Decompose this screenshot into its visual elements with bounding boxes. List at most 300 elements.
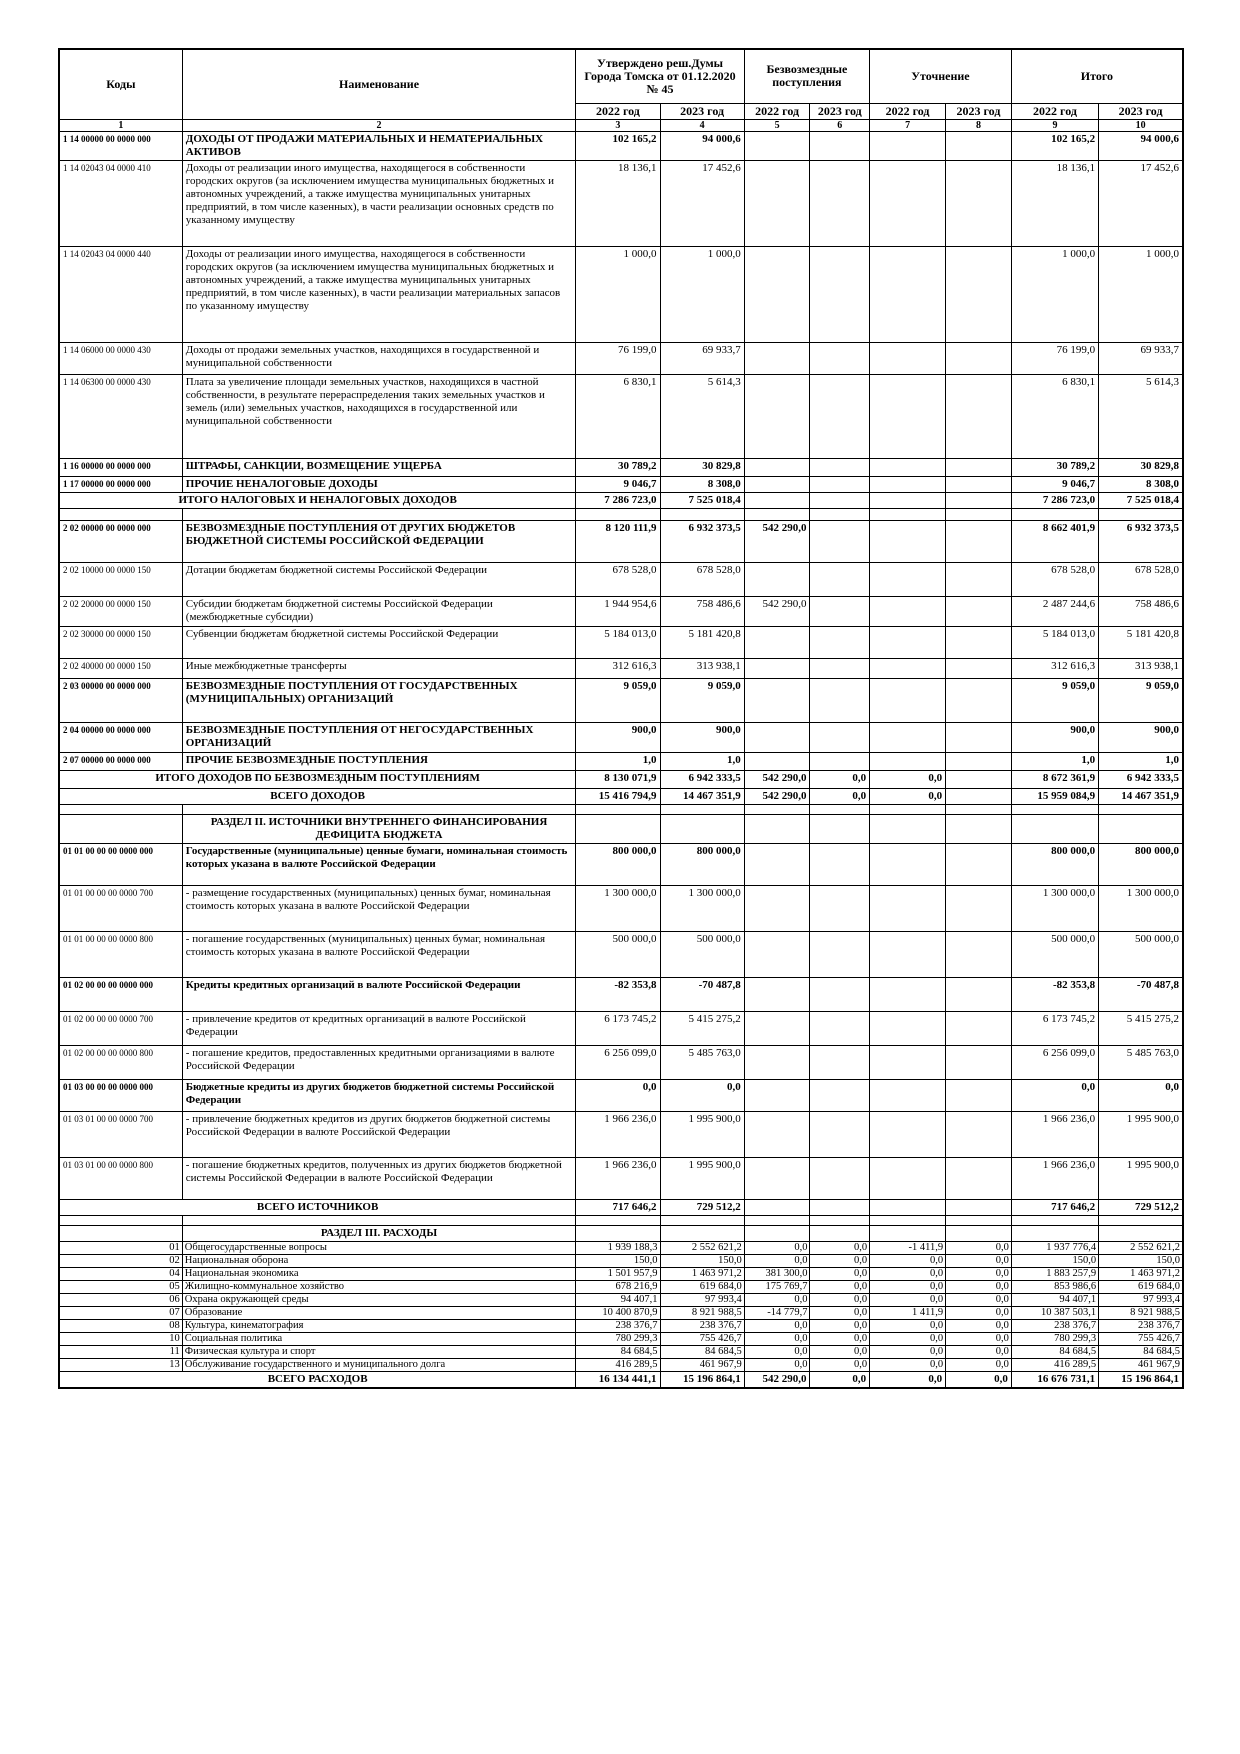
value-cell: 1 000,0 <box>1099 246 1183 342</box>
header-name: Наименование <box>182 49 575 119</box>
table-body <box>59 131 1183 1388</box>
value-cell <box>810 131 870 160</box>
value-cell: 500 000,0 <box>1011 931 1098 977</box>
empty-cell <box>810 1215 870 1225</box>
value-cell <box>744 562 810 596</box>
table-row <box>59 885 1183 931</box>
value-cell: 1 463 971,2 <box>660 1267 744 1280</box>
item-name: - погашение бюджетных кредитов, полученных из других бюджетов бюджетной системы Российской Федерации в валюте Российской Федерации <box>182 1157 575 1199</box>
empty-cell <box>182 1215 575 1225</box>
section-title: РАЗДЕЛ II. ИСТОЧНИКИ ВНУТРЕННЕГО ФИНАНСИРОВАНИЯ ДЕФИЦИТА БЮДЖЕТА <box>182 814 575 843</box>
value-cell <box>946 342 1012 374</box>
value-cell: 0,0 <box>810 1371 870 1388</box>
budget-code: 08 <box>59 1319 182 1332</box>
table-row <box>59 977 1183 1011</box>
empty-cell <box>744 1225 810 1241</box>
item-name: Обслуживание государственного и муниципального долга <box>182 1358 575 1371</box>
budget-code: 2 02 00000 00 0000 000 <box>59 520 182 562</box>
empty-cell <box>1099 508 1183 520</box>
column-number: 7 <box>870 119 946 131</box>
value-cell: 312 616,3 <box>1011 658 1098 678</box>
value-cell <box>744 374 810 458</box>
budget-code: 01 01 00 00 00 0000 800 <box>59 931 182 977</box>
value-cell <box>870 246 946 342</box>
table-row <box>59 626 1183 658</box>
value-cell: 15 416 794,9 <box>576 788 660 804</box>
value-cell: 758 486,6 <box>1099 596 1183 626</box>
column-number: 9 <box>1011 119 1098 131</box>
value-cell: 6 942 333,5 <box>1099 770 1183 788</box>
item-name: Доходы от реализации иного имущества, находящегося в собственности городских округов (за исключением имущества муниципальных бюджетных и автономных учреждений, а также имущества муниципальных унитарных предприятий, в том числе казенных), в части реализации материальных запасов по указанному имуществу <box>182 246 575 342</box>
value-cell: 5 614,3 <box>1099 374 1183 458</box>
item-name: Государственные (муниципальные) ценные бумаги, номинальная стоимость которых указана в валюте Российской Федерации <box>182 843 575 885</box>
value-cell: 0,0 <box>744 1319 810 1332</box>
value-cell: 5 415 275,2 <box>660 1011 744 1045</box>
budget-code: 05 <box>59 1280 182 1293</box>
value-cell: 10 387 503,1 <box>1011 1306 1098 1319</box>
value-cell <box>946 843 1012 885</box>
value-cell: 150,0 <box>1099 1254 1183 1267</box>
value-cell: 5 181 420,8 <box>1099 626 1183 658</box>
budget-code: 02 <box>59 1254 182 1267</box>
value-cell <box>810 520 870 562</box>
table-row <box>59 770 1183 788</box>
value-cell: 542 290,0 <box>744 596 810 626</box>
value-cell: 0,0 <box>1099 1079 1183 1111</box>
value-cell: 8 120 111,9 <box>576 520 660 562</box>
column-number: 5 <box>744 119 810 131</box>
value-cell: 76 199,0 <box>1011 342 1098 374</box>
value-cell: 0,0 <box>870 1345 946 1358</box>
value-cell: 16 134 441,1 <box>576 1371 660 1388</box>
empty-cell <box>1011 1215 1098 1225</box>
empty-cell <box>946 804 1012 814</box>
value-cell: 0,0 <box>946 1254 1012 1267</box>
value-cell <box>810 342 870 374</box>
value-cell <box>810 722 870 752</box>
value-cell: 9 059,0 <box>1099 678 1183 722</box>
total-label: ВСЕГО ДОХОДОВ <box>59 788 576 804</box>
value-cell <box>870 492 946 508</box>
value-cell: 0,0 <box>810 1332 870 1345</box>
value-cell <box>946 678 1012 722</box>
value-cell <box>946 374 1012 458</box>
header-year-2023: 2023 год <box>810 103 870 119</box>
empty-cell <box>870 508 946 520</box>
value-cell <box>946 246 1012 342</box>
empty-cell <box>59 814 182 843</box>
value-cell: 10 400 870,9 <box>576 1306 660 1319</box>
empty-cell <box>744 508 810 520</box>
item-name: Жилищно-коммунальное хозяйство <box>182 1280 575 1293</box>
item-name: Национальная экономика <box>182 1267 575 1280</box>
table-row <box>59 1254 1183 1267</box>
value-cell <box>744 752 810 770</box>
value-cell: 2 487 244,6 <box>1011 596 1098 626</box>
value-cell: 15 959 084,9 <box>1011 788 1098 804</box>
value-cell: 5 184 013,0 <box>1011 626 1098 658</box>
value-cell: 8 308,0 <box>1099 476 1183 492</box>
table-row <box>59 814 1183 843</box>
header-year-2022: 2022 год <box>1011 103 1098 119</box>
empty-cell <box>660 508 744 520</box>
value-cell <box>870 1011 946 1045</box>
value-cell: 717 646,2 <box>576 1199 660 1215</box>
value-cell: 0,0 <box>870 1280 946 1293</box>
value-cell: 2 552 621,2 <box>1099 1241 1183 1254</box>
value-cell: 853 986,6 <box>1011 1280 1098 1293</box>
budget-code: 1 14 06000 00 0000 430 <box>59 342 182 374</box>
budget-code: 2 03 00000 00 0000 000 <box>59 678 182 722</box>
column-number: 3 <box>576 119 660 131</box>
value-cell: 1 966 236,0 <box>1011 1111 1098 1157</box>
table-row <box>59 160 1183 246</box>
value-cell: 94 407,1 <box>1011 1293 1098 1306</box>
value-cell: 678 216,9 <box>576 1280 660 1293</box>
value-cell: 678 528,0 <box>660 562 744 596</box>
item-name: Бюджетные кредиты из других бюджетов бюджетной системы Российской Федерации <box>182 1079 575 1111</box>
value-cell: 18 136,1 <box>576 160 660 246</box>
value-cell <box>744 1045 810 1079</box>
budget-code: 01 03 00 00 00 0000 000 <box>59 1079 182 1111</box>
value-cell <box>946 658 1012 678</box>
value-cell: 84 684,5 <box>1011 1345 1098 1358</box>
header-year-2023: 2023 год <box>1099 103 1183 119</box>
budget-code: 1 17 00000 00 0000 000 <box>59 476 182 492</box>
value-cell <box>946 1199 1012 1215</box>
empty-cell <box>576 814 660 843</box>
value-cell: 755 426,7 <box>1099 1332 1183 1345</box>
table-row <box>59 1280 1183 1293</box>
value-cell: 1 937 776,4 <box>1011 1241 1098 1254</box>
value-cell: 1 883 257,9 <box>1011 1267 1098 1280</box>
table-row <box>59 520 1183 562</box>
table-row <box>59 1358 1183 1371</box>
value-cell <box>870 752 946 770</box>
table-row <box>59 131 1183 160</box>
value-cell <box>870 678 946 722</box>
value-cell <box>744 246 810 342</box>
value-cell: 97 993,4 <box>660 1293 744 1306</box>
budget-code: 01 02 00 00 00 0000 800 <box>59 1045 182 1079</box>
value-cell: 0,0 <box>810 1345 870 1358</box>
table-row <box>59 1332 1183 1345</box>
value-cell: 18 136,1 <box>1011 160 1098 246</box>
item-name: Плата за увеличение площади земельных участков, находящихся в частной собственности, в результате перераспределения таких земельных участков и земель (или) земельных участков, находящихся в государственной или муниципальной собственности <box>182 374 575 458</box>
value-cell: 1 300 000,0 <box>576 885 660 931</box>
value-cell <box>744 1111 810 1157</box>
value-cell <box>870 1111 946 1157</box>
table-row <box>59 1345 1183 1358</box>
value-cell: 780 299,3 <box>1011 1332 1098 1345</box>
value-cell <box>870 342 946 374</box>
item-name: ПРОЧИЕ БЕЗВОЗМЕЗДНЫЕ ПОСТУПЛЕНИЯ <box>182 752 575 770</box>
value-cell: -70 487,8 <box>660 977 744 1011</box>
value-cell: 1 995 900,0 <box>660 1111 744 1157</box>
value-cell: 30 829,8 <box>660 458 744 476</box>
value-cell <box>870 1157 946 1199</box>
value-cell: 900,0 <box>576 722 660 752</box>
value-cell: 9 059,0 <box>1011 678 1098 722</box>
budget-code: 1 14 06300 00 0000 430 <box>59 374 182 458</box>
value-cell <box>946 596 1012 626</box>
value-cell: 15 196 864,1 <box>660 1371 744 1388</box>
empty-cell <box>59 804 182 814</box>
budget-code: 01 <box>59 1241 182 1254</box>
value-cell: 0,0 <box>810 1319 870 1332</box>
value-cell <box>870 977 946 1011</box>
value-cell <box>870 1199 946 1215</box>
item-name: ПРОЧИЕ НЕНАЛОГОВЫЕ ДОХОДЫ <box>182 476 575 492</box>
empty-cell <box>1011 1225 1098 1241</box>
value-cell: 8 921 988,5 <box>1099 1306 1183 1319</box>
value-cell: 84 684,5 <box>1099 1345 1183 1358</box>
value-cell: 1 966 236,0 <box>576 1111 660 1157</box>
value-cell: 313 938,1 <box>1099 658 1183 678</box>
header-year-2023: 2023 год <box>946 103 1012 119</box>
table-row <box>59 1319 1183 1332</box>
value-cell: 5 485 763,0 <box>660 1045 744 1079</box>
empty-cell <box>59 1225 182 1241</box>
value-cell: 729 512,2 <box>660 1199 744 1215</box>
value-cell: 7 286 723,0 <box>1011 492 1098 508</box>
table-row <box>59 658 1183 678</box>
value-cell: -14 779,7 <box>744 1306 810 1319</box>
budget-code: 2 02 20000 00 0000 150 <box>59 596 182 626</box>
value-cell <box>870 374 946 458</box>
value-cell: 17 452,6 <box>660 160 744 246</box>
empty-cell <box>1011 508 1098 520</box>
header-year-2022: 2022 год <box>870 103 946 119</box>
table-row <box>59 596 1183 626</box>
budget-code: 11 <box>59 1345 182 1358</box>
value-cell: 0,0 <box>946 1267 1012 1280</box>
table-row <box>59 374 1183 458</box>
value-cell: 0,0 <box>870 1293 946 1306</box>
value-cell: 6 256 099,0 <box>1011 1045 1098 1079</box>
value-cell: 678 528,0 <box>1011 562 1098 596</box>
value-cell: 102 165,2 <box>576 131 660 160</box>
empty-cell <box>182 804 575 814</box>
value-cell: 0,0 <box>870 1332 946 1345</box>
value-cell: 238 376,7 <box>660 1319 744 1332</box>
value-cell <box>870 885 946 931</box>
budget-code: 2 02 30000 00 0000 150 <box>59 626 182 658</box>
table-row <box>59 1199 1183 1215</box>
value-cell <box>946 1111 1012 1157</box>
empty-cell <box>946 814 1012 843</box>
column-number: 2 <box>182 119 575 131</box>
value-cell: 94 000,6 <box>660 131 744 160</box>
value-cell: 1,0 <box>576 752 660 770</box>
value-cell: -82 353,8 <box>1011 977 1098 1011</box>
value-cell <box>870 458 946 476</box>
value-cell: 678 528,0 <box>576 562 660 596</box>
empty-cell <box>576 1225 660 1241</box>
value-cell: 1 300 000,0 <box>1011 885 1098 931</box>
header-year-2023: 2023 год <box>660 103 744 119</box>
value-cell <box>744 458 810 476</box>
column-number: 10 <box>1099 119 1183 131</box>
value-cell: 0,0 <box>946 1332 1012 1345</box>
item-name: Иные межбюджетные трансферты <box>182 658 575 678</box>
value-cell: 0,0 <box>946 1319 1012 1332</box>
budget-code: 2 04 00000 00 0000 000 <box>59 722 182 752</box>
value-cell <box>946 770 1012 788</box>
value-cell: 1 966 236,0 <box>1011 1157 1098 1199</box>
empty-cell <box>576 508 660 520</box>
value-cell: 312 616,3 <box>576 658 660 678</box>
value-cell <box>946 788 1012 804</box>
value-cell: 758 486,6 <box>660 596 744 626</box>
value-cell <box>870 160 946 246</box>
value-cell: 729 512,2 <box>1099 1199 1183 1215</box>
item-name: Образование <box>182 1306 575 1319</box>
table-row <box>59 1267 1183 1280</box>
value-cell: 97 993,4 <box>1099 1293 1183 1306</box>
value-cell: 755 426,7 <box>660 1332 744 1345</box>
value-cell: 0,0 <box>946 1345 1012 1358</box>
value-cell: 0,0 <box>810 788 870 804</box>
value-cell <box>946 977 1012 1011</box>
value-cell: 7 525 018,4 <box>1099 492 1183 508</box>
budget-code: 04 <box>59 1267 182 1280</box>
value-cell: 500 000,0 <box>1099 931 1183 977</box>
value-cell <box>810 977 870 1011</box>
budget-code: 1 14 00000 00 0000 000 <box>59 131 182 160</box>
value-cell <box>870 131 946 160</box>
empty-cell <box>1099 1225 1183 1241</box>
table-row <box>59 458 1183 476</box>
empty-cell <box>182 508 575 520</box>
value-cell: 6 256 099,0 <box>576 1045 660 1079</box>
value-cell <box>744 885 810 931</box>
value-cell <box>946 476 1012 492</box>
value-cell <box>946 458 1012 476</box>
value-cell: 9 046,7 <box>576 476 660 492</box>
value-cell: 0,0 <box>946 1241 1012 1254</box>
budget-code: 1 14 02043 04 0000 440 <box>59 246 182 342</box>
item-name: Общегосударственные вопросы <box>182 1241 575 1254</box>
value-cell <box>810 658 870 678</box>
item-name: Социальная политика <box>182 1332 575 1345</box>
value-cell: 500 000,0 <box>660 931 744 977</box>
value-cell <box>744 1079 810 1111</box>
table-row <box>59 1225 1183 1241</box>
budget-code: 01 03 01 00 00 0000 700 <box>59 1111 182 1157</box>
value-cell: 8 921 988,5 <box>660 1306 744 1319</box>
value-cell: 1 944 954,6 <box>576 596 660 626</box>
value-cell: 0,0 <box>870 1319 946 1332</box>
value-cell: 14 467 351,9 <box>1099 788 1183 804</box>
empty-cell <box>810 804 870 814</box>
empty-cell <box>59 508 182 520</box>
section-title: РАЗДЕЛ III. РАСХОДЫ <box>182 1225 575 1241</box>
value-cell: 500 000,0 <box>576 931 660 977</box>
value-cell: 16 676 731,1 <box>1011 1371 1098 1388</box>
empty-cell <box>576 1215 660 1225</box>
item-name: Субвенции бюджетам бюджетной системы Российской Федерации <box>182 626 575 658</box>
header-total: Итого <box>1011 49 1183 103</box>
value-cell <box>810 1011 870 1045</box>
value-cell <box>870 562 946 596</box>
column-number: 6 <box>810 119 870 131</box>
value-cell: 461 967,9 <box>660 1358 744 1371</box>
item-name: ШТРАФЫ, САНКЦИИ, ВОЗМЕЩЕНИЕ УЩЕРБА <box>182 458 575 476</box>
value-cell: 0,0 <box>744 1345 810 1358</box>
table-row <box>59 1045 1183 1079</box>
value-cell <box>810 1157 870 1199</box>
value-cell: 150,0 <box>576 1254 660 1267</box>
value-cell <box>744 342 810 374</box>
table-row <box>59 804 1183 814</box>
table-row <box>59 931 1183 977</box>
value-cell <box>810 562 870 596</box>
table-row <box>59 1157 1183 1199</box>
empty-cell <box>59 1215 182 1225</box>
empty-cell <box>660 814 744 843</box>
item-name: - погашение кредитов, предоставленных кредитными организациями в валюте Российской Федерации <box>182 1045 575 1079</box>
value-cell <box>810 596 870 626</box>
table-row <box>59 1241 1183 1254</box>
value-cell <box>744 160 810 246</box>
value-cell: 0,0 <box>870 770 946 788</box>
value-cell: 6 830,1 <box>576 374 660 458</box>
value-cell: 0,0 <box>870 1371 946 1388</box>
value-cell: 1,0 <box>1099 752 1183 770</box>
value-cell: 0,0 <box>810 770 870 788</box>
value-cell: 542 290,0 <box>744 788 810 804</box>
value-cell: 30 789,2 <box>576 458 660 476</box>
value-cell: 7 525 018,4 <box>660 492 744 508</box>
value-cell: 381 300,0 <box>744 1267 810 1280</box>
value-cell <box>810 374 870 458</box>
value-cell <box>810 458 870 476</box>
value-cell <box>744 977 810 1011</box>
value-cell: 6 932 373,5 <box>660 520 744 562</box>
item-name: - привлечение бюджетных кредитов из других бюджетов бюджетной системы Российской Федерации в валюте Российской Федерации <box>182 1111 575 1157</box>
budget-code: 01 03 01 00 00 0000 800 <box>59 1157 182 1199</box>
table-row <box>59 1079 1183 1111</box>
value-cell: 780 299,3 <box>576 1332 660 1345</box>
value-cell: 0,0 <box>870 788 946 804</box>
value-cell <box>870 658 946 678</box>
value-cell: 0,0 <box>946 1358 1012 1371</box>
value-cell: 0,0 <box>1011 1079 1098 1111</box>
value-cell <box>870 1079 946 1111</box>
value-cell: 0,0 <box>810 1267 870 1280</box>
table-row <box>59 1371 1183 1388</box>
value-cell: 1,0 <box>1011 752 1098 770</box>
empty-cell <box>946 508 1012 520</box>
value-cell <box>744 492 810 508</box>
value-cell <box>870 520 946 562</box>
value-cell <box>946 885 1012 931</box>
header-codes: Коды <box>59 49 182 119</box>
value-cell: 9 046,7 <box>1011 476 1098 492</box>
value-cell: 416 289,5 <box>1011 1358 1098 1371</box>
budget-code: 01 02 00 00 00 0000 000 <box>59 977 182 1011</box>
item-name: БЕЗВОЗМЕЗДНЫЕ ПОСТУПЛЕНИЯ ОТ ДРУГИХ БЮДЖЕТОВ БЮДЖЕТНОЙ СИСТЕМЫ РОССИЙСКОЙ ФЕДЕРАЦИИ <box>182 520 575 562</box>
value-cell: 1 300 000,0 <box>1099 885 1183 931</box>
value-cell: 5 415 275,2 <box>1099 1011 1183 1045</box>
value-cell: 0,0 <box>744 1241 810 1254</box>
item-name: - погашение государственных (муниципальных) ценных бумаг, номинальная стоимость которых указана в валюте Российской Федерации <box>182 931 575 977</box>
value-cell <box>946 931 1012 977</box>
value-cell: 30 789,2 <box>1011 458 1098 476</box>
value-cell: 619 684,0 <box>1099 1280 1183 1293</box>
budget-code: 2 02 40000 00 0000 150 <box>59 658 182 678</box>
